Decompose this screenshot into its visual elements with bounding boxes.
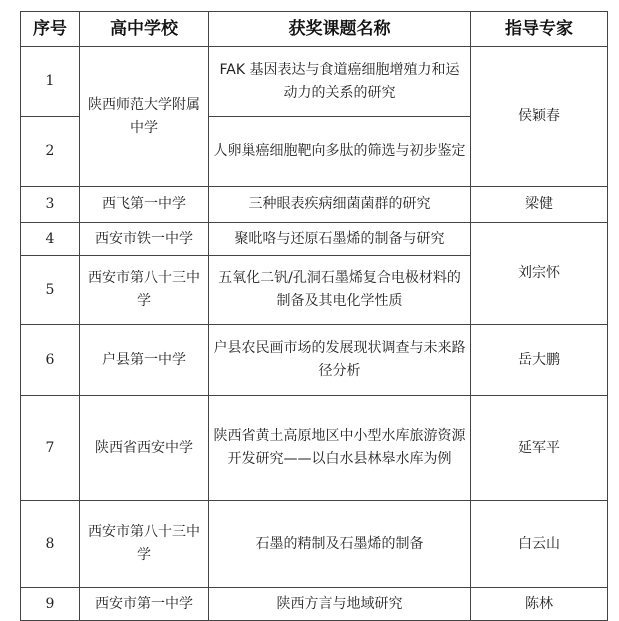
row-school: 西飞第一中学	[80, 187, 209, 223]
row-index: 5	[21, 256, 80, 325]
row-topic: 陕西省黄土高原地区中小型水库旅游资源开发研究——以白水县林皋水库为例	[209, 396, 471, 501]
row-topic: 石墨的精制及石墨烯的制备	[209, 501, 471, 588]
row-index: 4	[21, 223, 80, 256]
row-school: 西安市第八十三中学	[80, 256, 209, 325]
table-row	[21, 47, 608, 117]
row-expert: 陈林	[471, 588, 608, 621]
header-index: 序号	[21, 12, 80, 47]
row-topic: 陕西方言与地域研究	[209, 588, 471, 621]
table-row	[21, 588, 608, 621]
row-school: 西安市第一中学	[80, 588, 209, 621]
row-topic: 户县农民画市场的发展现状调查与未来路径分析	[209, 325, 471, 396]
row-topic: 五氧化二钒/孔洞石墨烯复合电极材料的制备及其电化学性质	[209, 256, 471, 325]
row-school: 户县第一中学	[80, 325, 209, 396]
row-index: 7	[21, 396, 80, 501]
row-expert: 岳大鹏	[471, 325, 608, 396]
row-index: 6	[21, 325, 80, 396]
row-school: 陕西师范大学附属中学	[80, 47, 209, 187]
row-topic: FAK 基因表达与食道癌细胞增殖力和运动力的关系的研究	[209, 47, 471, 117]
table-row	[21, 501, 608, 588]
row-school: 西安市第八十三中学	[80, 501, 209, 588]
row-index: 2	[21, 117, 80, 187]
row-school: 西安市铁一中学	[80, 223, 209, 256]
header-expert: 指导专家	[471, 12, 608, 47]
row-school: 陕西省西安中学	[80, 396, 209, 501]
row-index: 1	[21, 47, 80, 117]
row-index: 8	[21, 501, 80, 588]
row-index: 9	[21, 588, 80, 621]
header-school: 高中学校	[80, 12, 209, 47]
header-row	[21, 12, 608, 47]
row-topic: 人卵巢癌细胞靶向多肽的筛选与初步鉴定	[209, 117, 471, 187]
table-row	[21, 187, 608, 223]
table-row	[21, 325, 608, 396]
row-expert: 梁健	[471, 187, 608, 223]
header-topic: 获奖课题名称	[209, 12, 471, 47]
table-row	[21, 223, 608, 256]
row-topic: 三种眼表疾病细菌菌群的研究	[209, 187, 471, 223]
table-row	[21, 396, 608, 501]
row-topic: 聚吡咯与还原石墨烯的制备与研究	[209, 223, 471, 256]
row-expert: 侯颖春	[471, 47, 608, 187]
row-expert: 白云山	[471, 501, 608, 588]
row-expert: 刘宗怀	[471, 223, 608, 325]
awards-table	[20, 11, 608, 621]
row-index: 3	[21, 187, 80, 223]
row-expert: 延军平	[471, 396, 608, 501]
